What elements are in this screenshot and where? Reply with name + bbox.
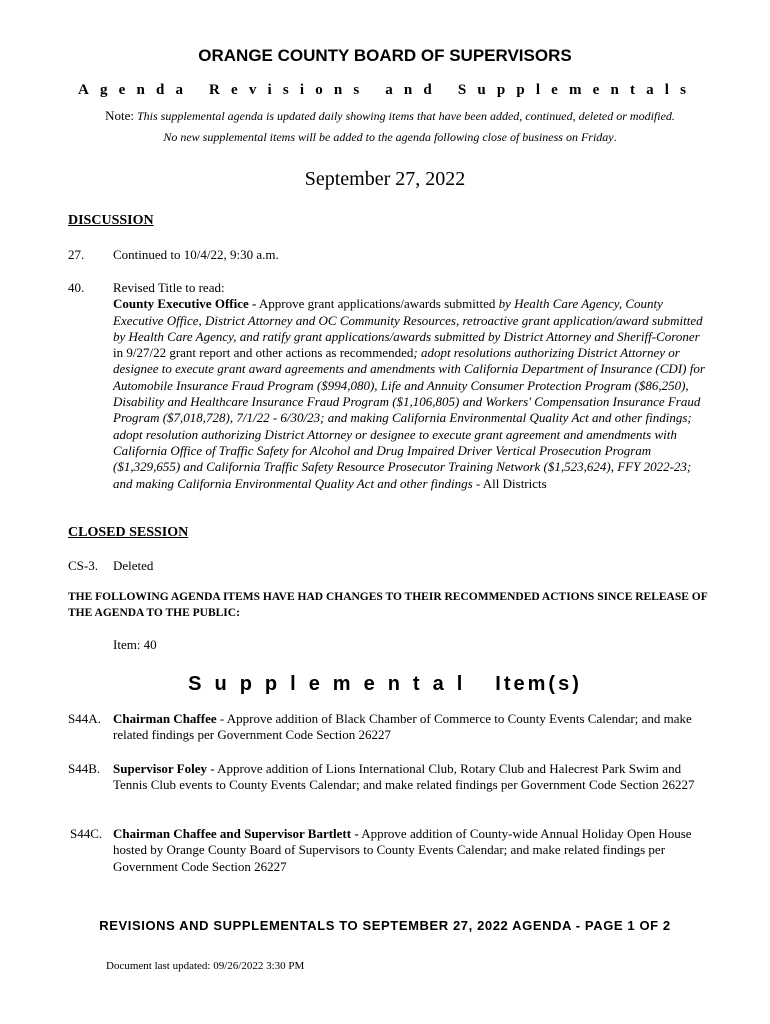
subtitle-letter: m [568,82,582,98]
subtitle-letter: i [267,82,272,98]
subtitle-letter: s [282,82,289,98]
item-40-revised-title [113,280,713,492]
changes-notice: THE FOLLOWING AGENDA ITEMS HAVE HAD CHANGES TO THEIR RECOMMENDED ACTIONS SINCE RELEASE OF THE AGENDA TO THE PUBLIC: [68,591,708,619]
changed-items: Item: 40 [113,637,157,652]
title-text: - All Districts [472,475,547,491]
title-text: Approve grant applications/awards submitted [256,296,499,312]
document-title: ORANGE COUNTY BOARD OF SUPERVISORS [198,46,572,65]
subtitle-letter: a [175,82,183,98]
supplemental-item-number: S44B. [68,761,101,776]
subtitle-letter: e [231,82,238,98]
subtitle-letter: e [551,82,558,98]
item-text: Deleted [113,558,154,573]
discussion-heading: DISCUSSION [68,213,154,228]
subtitle-letter: d [423,82,432,98]
subtitle-gap [194,82,198,99]
agenda-date: September 27, 2022 [304,168,466,190]
supplemental-item-number: S44A. [68,711,101,726]
supplemental-item [113,761,713,794]
subtitle-letter: p [516,82,525,98]
subtitle-letter: n [610,82,619,98]
sponsor-name: Chairman Chaffee and Supervisor Bartlett - [113,826,359,841]
subtitle-letter: a [646,82,654,98]
subtitle-letter: s [680,82,686,98]
sponsor-name: Chairman Chaffee [113,711,217,726]
item-number: 27. [68,247,85,262]
subtitle-letter: l [664,82,669,98]
supplemental-item-text: - Approve addition of Lions International Club, Rotary Club and Halecrest Park Swim and Tennis Club events to County Events Calendar; and make related findings per Government Code Section 26227 [113,761,695,793]
subtitle-letter: s [353,82,360,98]
supplemental-heading-word: Supplemental [188,673,476,695]
page-footer: REVISIONS AND SUPPLEMENTALS TO SEPTEMBER 27, 2022 AGENDA - PAGE 1 OF 2 [99,918,671,933]
note-period: . [613,130,617,144]
item-text: Continued to 10/4/22, 9:30 a.m. [113,247,279,262]
revised-title-intro: Revised Title to read: [113,280,225,295]
supplemental-heading [0,673,770,696]
subtitle-letter: e [118,82,126,98]
subtitle-letter: e [592,82,600,98]
title-text: in 9/27/22 grant report and other actions as recommended [113,345,414,361]
note-line-2: No new supplemental items will be added to the agenda following close of business on Friday [163,130,614,144]
subtitle-letter: i [299,82,305,98]
supplemental-heading-word: Item(s) [495,673,582,695]
note-label: Note: [105,108,134,123]
note-line-1: This supplemental agenda is updated daily showing items that have been added, continued, deleted or modified. [136,109,675,123]
item-number: CS-3. [68,558,98,573]
title-text-italic: ; adopt resolutions authorizing District Attorney or designee to execute grant award agreements and amendments with California Department of Insurance (CDI) for Automobile Insurance Fraud Program ($994,080), Life and Annuity Consumer Protection Program ($86,250), Disability and Healthcare Insurance Fraud Program ($1,106,805) and Workers' Compensation Insurance Fraud Program ($7,018,728), 7/1/22 - 6/30/23; and making California Environmental Quality Act and other findings; adopt resolution authorizing District Attorney or designee to execute grant agreement and amendments with California Office of Traffic Safety for Alcohol and Drug Impaired Driver Vertical Prosecution Program ($1,329,655) and California Traffic Safety Resource Prosecutor Training Network ($1,523,624), FFY 2022-23; and making California Environmental Quality Act and other findings [113,345,705,491]
subtitle-letter: d [155,82,165,98]
supplemental-item-text: - Approve addition of Black Chamber of Commerce to County Events Calendar; and make related findings per Government Code Section 26227 [113,711,692,743]
subtitle-letter: g [100,82,108,98]
subtitle-letter: n [403,82,413,98]
supplemental-item-number: S44C. [70,826,103,841]
supplemental-note [70,105,710,148]
subtitle-letter: o [315,82,323,98]
closed-session-heading: CLOSED SESSION [68,525,189,540]
subtitle-letter: R [209,82,220,98]
document-subtitle [78,82,686,99]
subtitle-letter: t [629,82,635,98]
subtitle-letter: a [385,82,393,98]
subtitle-letter: p [496,82,506,98]
subtitle-letter: n [333,82,343,98]
sponsor-name: Supervisor Foley [113,761,208,776]
item-number: 40. [68,280,85,295]
subtitle-letter: A [78,82,89,98]
supplemental-item-text: Approve addition of County-wide Annual Holiday Open House hosted by Orange County Board of Supervisors to County Events Calendar; and make related findings per Government Code Section 26227 [113,826,692,874]
revised-title-body [113,296,713,492]
title-text-italic: by Health Care Agency, County Executive Office, District Attorney and OC Community Resources, retroactive grant application/award submitted by Health Care Agency, and ratify grant applications/awards submitted by District Attorney and Sheriff-Coroner [113,296,703,344]
supplemental-item [113,711,713,744]
subtitle-letter: S [457,82,467,98]
subtitle-gap [443,82,447,99]
last-updated: Document last updated: 09/26/2022 3:30 PM [106,960,305,972]
department-name: County Executive Office - [113,296,257,312]
subtitle-gap [370,82,374,99]
subtitle-letter: v [248,82,257,98]
subtitle-letter: u [477,82,486,98]
subtitle-letter: l [535,82,540,98]
subtitle-letter: n [136,82,145,98]
supplemental-item [113,826,713,875]
